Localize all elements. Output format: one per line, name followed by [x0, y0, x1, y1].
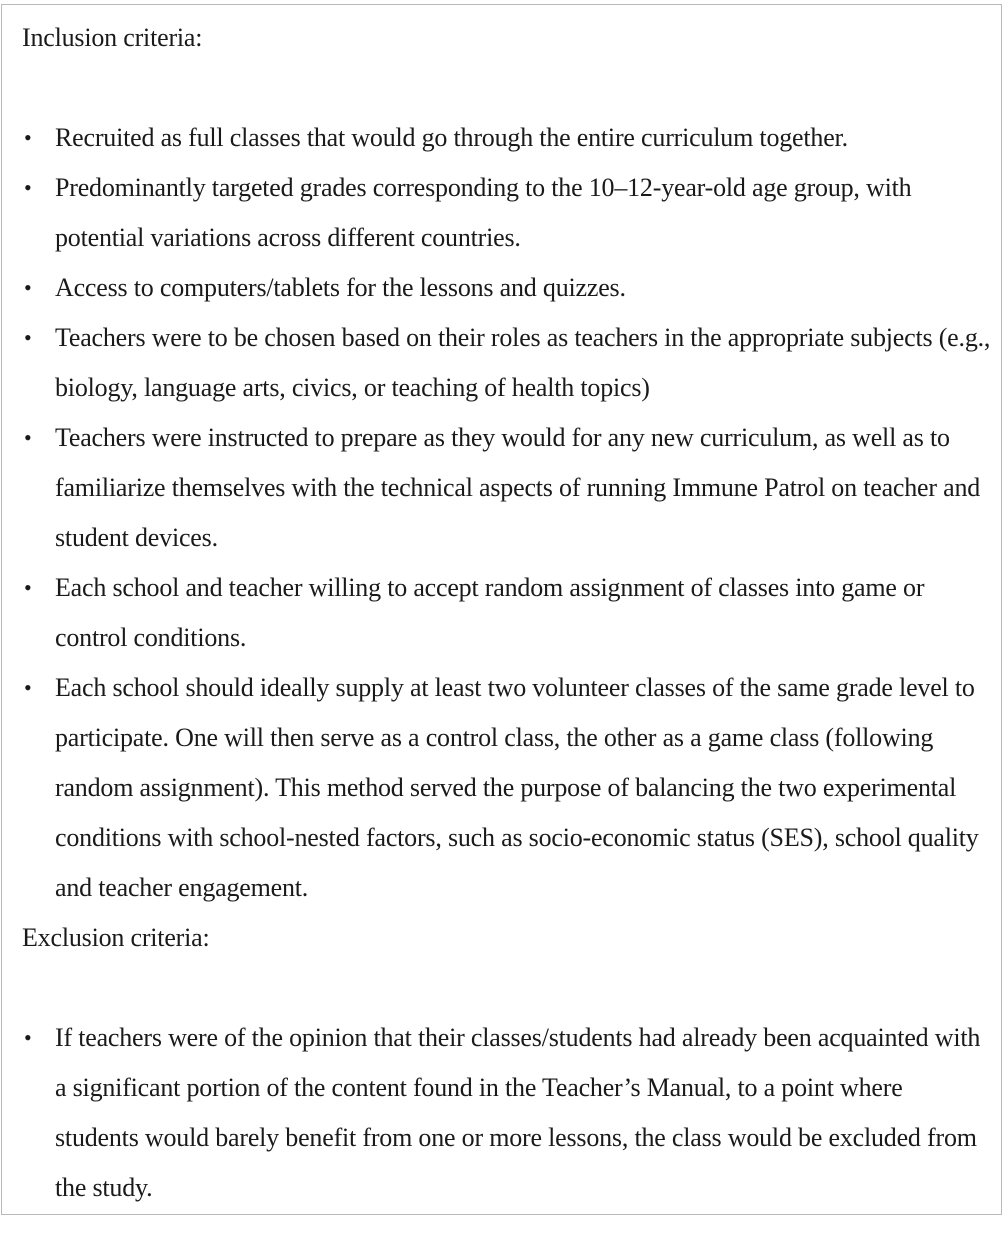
bullet-icon: •: [24, 175, 32, 200]
exclusion-heading: Exclusion criteria:: [22, 923, 210, 952]
bullet-icon: •: [24, 325, 32, 350]
inclusion-item-text: Predominantly targeted grades corresponding to the 10–12-year-old age group, with potential variations across different countries.: [55, 173, 912, 252]
exclusion-item-text: If teachers were of the opinion that their classes/students had already been acquainted with a significant portion of the content found in the Teacher’s Manual, to a point where students would barely benefit from one or more lessons, the class would be excluded from the study.: [55, 1023, 981, 1202]
bullet-icon: •: [24, 425, 32, 450]
bullet-icon: •: [24, 275, 32, 300]
inclusion-list: [2, 113, 1002, 913]
bullet-icon: •: [24, 575, 32, 600]
bullet-icon: •: [24, 125, 32, 150]
inclusion-item: [2, 413, 1002, 563]
bullet-icon: •: [24, 675, 32, 700]
inclusion-item-text: Teachers were to be chosen based on their roles as teachers in the appropriate subjects (e.g., biology, language arts, civics, or teaching of health topics): [55, 323, 991, 402]
inclusion-item: [2, 263, 1002, 313]
criteria-box: [1, 4, 1002, 1215]
inclusion-item: [2, 163, 1002, 263]
inclusion-heading: Inclusion criteria:: [22, 23, 203, 52]
inclusion-item-text: Recruited as full classes that would go through the entire curriculum together.: [55, 123, 848, 152]
exclusion-list: [2, 1013, 1002, 1213]
inclusion-item-text: Access to computers/tablets for the lessons and quizzes.: [55, 273, 626, 302]
inclusion-item-text: Teachers were instructed to prepare as they would for any new curriculum, as well as to familiarize themselves with the technical aspects of running Immune Patrol on teacher and student devices.: [55, 423, 981, 552]
inclusion-item: [2, 663, 1002, 913]
bullet-icon: •: [24, 1025, 32, 1050]
inclusion-item: [2, 313, 1002, 413]
inclusion-item-text: Each school should ideally supply at least two volunteer classes of the same grade level to participate. One will then serve as a control class, the other as a game class (following random assignment). This method served the purpose of balancing the two experimental conditions with school-nested factors, such as socio-economic status (SES), school quality and teacher engagement.: [55, 673, 979, 902]
inclusion-item-text: Each school and teacher willing to accept random assignment of classes into game or control conditions.: [55, 573, 925, 652]
inclusion-item: [2, 563, 1002, 663]
exclusion-item: [2, 1013, 1002, 1213]
inclusion-item: [2, 113, 1002, 163]
